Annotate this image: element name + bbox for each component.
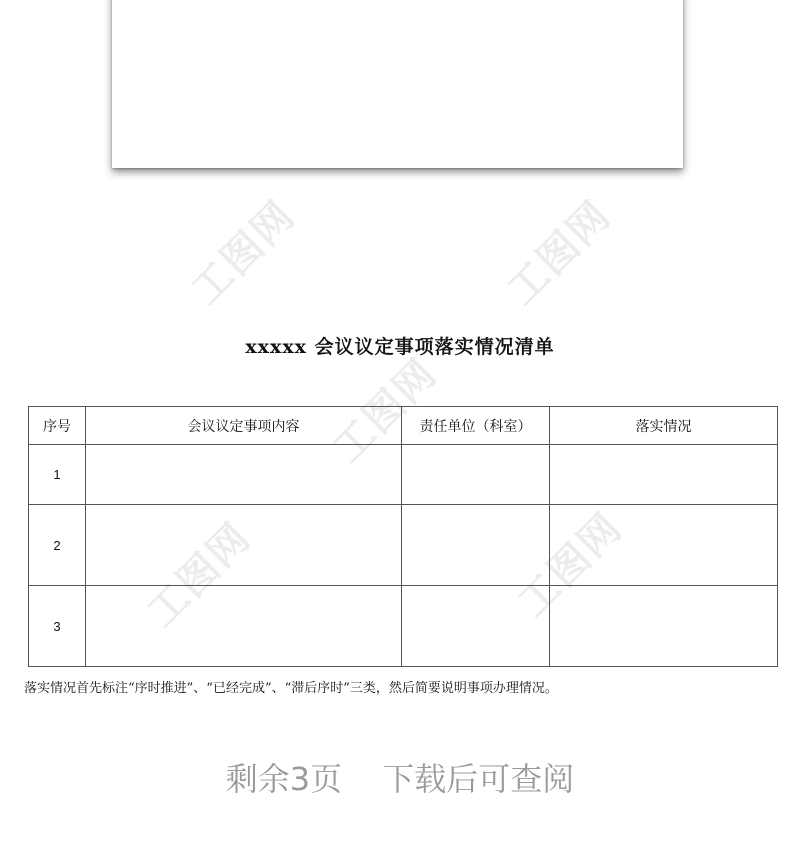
row-index: 1 — [29, 445, 86, 505]
status-cell — [550, 445, 778, 505]
download-prompt[interactable] — [0, 754, 800, 800]
watermark: 工图网 — [509, 504, 632, 626]
items-table — [28, 406, 778, 667]
row-index: 3 — [29, 586, 86, 667]
watermark: 工图网 — [324, 350, 447, 472]
column-header-content: 会议议定事项内容 — [86, 407, 402, 445]
download-to-view-label[interactable]: 下载后可查阅 — [382, 760, 575, 798]
content-cell — [86, 586, 402, 667]
watermark: 工图网 — [138, 514, 261, 636]
footnote: 落实情况首先标注“序时推进”、“已经完成”、“滞后序时”三类，然后简要说明事项办理情况。 — [24, 681, 558, 696]
table-row — [29, 586, 778, 667]
status-cell — [550, 586, 778, 667]
row-index: 2 — [29, 505, 86, 586]
responsible-unit-cell — [402, 586, 550, 667]
content-cell — [86, 445, 402, 505]
remaining-pages-label: 剩余3页 — [225, 760, 343, 798]
document-title: xxxxx 会议议定事项落实情况清单 — [245, 336, 555, 358]
column-header-index: 序号 — [29, 407, 86, 445]
responsible-unit-cell — [402, 505, 550, 586]
content-cell — [86, 505, 402, 586]
status-cell — [550, 505, 778, 586]
watermark: 工图网 — [498, 192, 621, 314]
watermark: 工图网 — [182, 192, 305, 314]
column-header-responsible-unit: 责任单位（科室） — [402, 407, 550, 445]
preview-page-card — [112, 0, 683, 168]
responsible-unit-cell — [402, 445, 550, 505]
table-row — [29, 505, 778, 586]
table-header-row — [29, 407, 778, 445]
table-row — [29, 445, 778, 505]
column-header-status: 落实情况 — [550, 407, 778, 445]
